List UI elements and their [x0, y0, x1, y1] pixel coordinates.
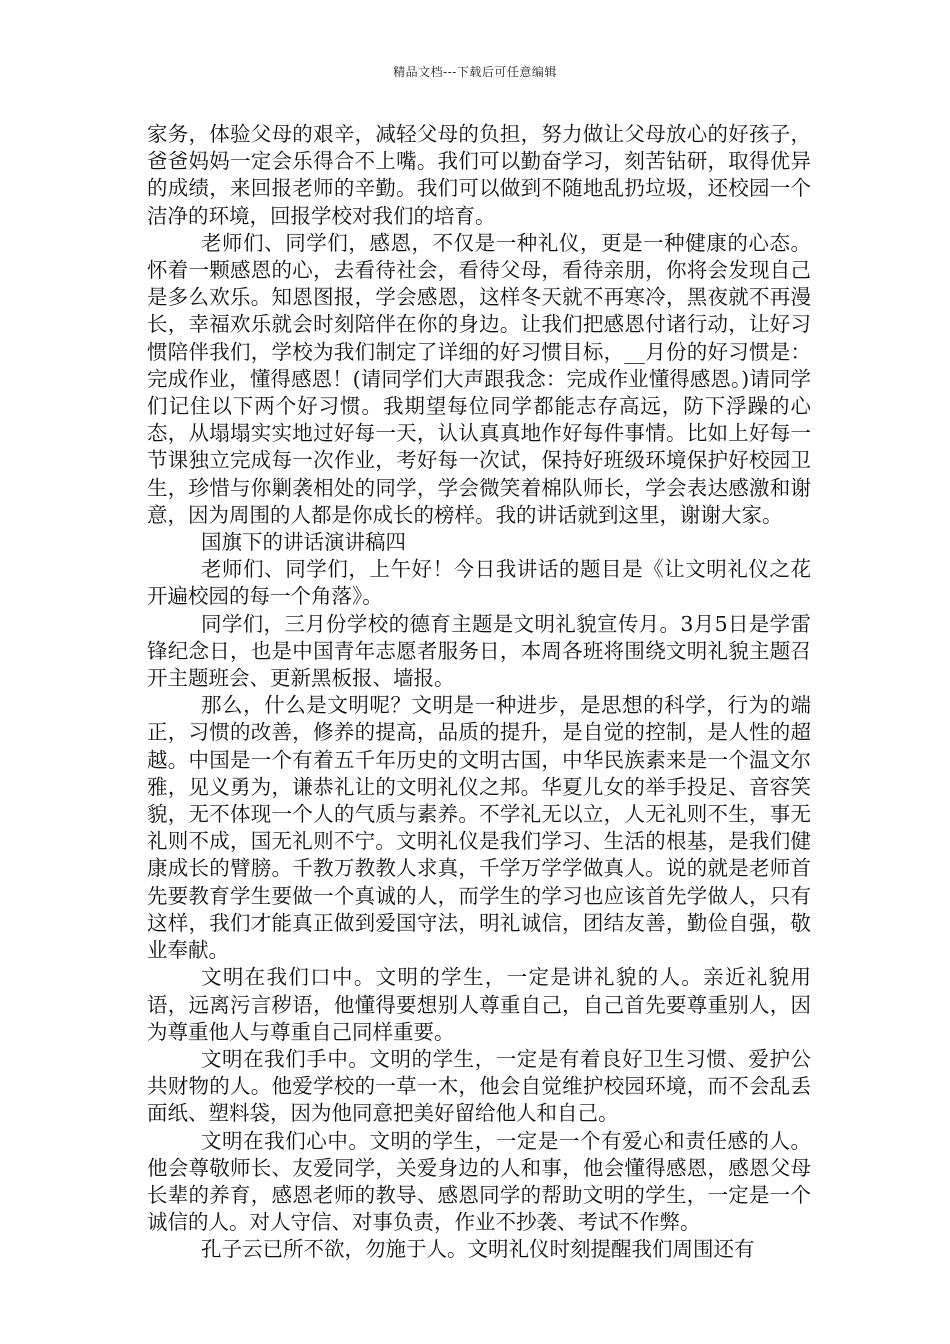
paragraph-civility-heart: 文明在我们心中。文明的学生，一定是一个有爱心和责任感的人。他会尊敬师长、友爱同学，关爱身边的人和事，他会懂得感恩，感恩父母长辈的养育，感恩老师的教导、感恩同学的帮助文明的学生，一定是一个诚信的人。对人守信、对事负责，作业不抄袭、考试不作弊。 — [147, 1128, 811, 1235]
paragraph-what-is-civility: 那么，什么是文明呢？文明是一种进步，是思想的科学，行为的端正，习惯的改善，修养的提高，品质的提升，是自觉的控制，是人性的超越。中国是一个有着五千年历史的文明古国，中华民族素来是一个温文尔雅，见义勇为，谦恭礼让的文明礼仪之邦。华夏儿女的举手投足、音容笑貌，无不体现一个人的气质与素养。不学礼无以立，人无礼则不生，事无礼则不成，国无礼则不宁。文明礼仪是我们学习、生活的根基，是我们健康成长的臂膀。千教万教教人求真，千学万学学做真人。说的就是老师首先要教育学生要做一个真诚的人，而学生的学习也应该首先学做人，只有这样，我们才能真正做到爱国守法，明礼诚信，团结友善，勤俭自强，敬业奉献。 — [147, 693, 811, 963]
paragraph-gratitude: 老师们、同学们，感恩，不仅是一种礼仪，更是一种健康的心态。怀着一颗感恩的心，去看待社会，看待父母，看待亲朋，你将会发现自己是多么欢乐。知恩图报，学会感恩，这样冬天就不再寒冷，黑夜就不再漫长，幸福欢乐就会时刻陪伴在你的身边。让我们把感恩付诸行动，让好习惯陪伴我们，学校为我们制定了详细的好习惯目标，__月份的好习惯是：完成作业，懂得感恩！(请同学们大声跟我念：完成作业懂得感恩。)请同学们记住以下两个好习惯。我期望每位同学都能志存高远，防下浮躁的心态，从塌塌实实地过好每一天，认认真真地作好每件事情。比如上好每一节课独立完成每一次作业，考好每一次试，保持好班级环境保护好校园卫生，珍惜与你剿袭相处的同学，学会微笑着棉队师长，学会表达感激和谢意，因为周围的人都是你成长的榜样。我的讲话就到这里，谢谢大家。 — [147, 230, 811, 527]
section-heading: 国旗下的讲话演讲稿四 — [201, 530, 406, 555]
document-body — [147, 121, 811, 1264]
paragraph-march-theme: 同学们，三月份学校的德育主题是文明礼貌宣传月。3月5日是学雷锋纪念日，也是中国青年志愿者服务日，本周各班将围绕文明礼貌主题召开主题班会、更新黑板报、墙报。 — [147, 611, 811, 691]
paragraph-continuation: 家务，体验父母的艰辛，减轻父母的负担，努力做让父母放心的好孩子，爸爸妈妈一定会乐得合不上嘴。我们可以勤奋学习，刻苦钻研，取得优异的成绩，来回报老师的辛勤。我们可以做到不随地乱扔垃圾，还校园一个洁净的环境，回报学校对我们的培育。 — [147, 122, 811, 228]
paragraph-greeting: 老师们、同学们，上午好！今日我讲话的题目是《让文明礼仪之花开遍校园的每一个角落》。 — [147, 557, 811, 609]
paragraph-civility-mouth: 文明在我们口中。文明的学生，一定是讲礼貌的人。亲近礼貌用语，远离污言秽语，他懂得要想别人尊重自己，自己首先要尊重别人，因为尊重他人与尊重自己同样重要。 — [147, 965, 811, 1044]
paragraph-civility-hands: 文明在我们手中。文明的学生，一定是有着良好卫生习惯、爱护公共财物的人。他爱学校的一草一木，他会自觉维护校园环境，而不会乱丢面纸、塑料袋，因为他同意把美好留给他人和自己。 — [147, 1046, 811, 1126]
paragraph-confucius: 孔子云已所不欲，勿施于人。文明礼仪时刻提醒我们周围还有 — [201, 1237, 755, 1262]
page-header: 精品文档---下载后可任意编辑 — [393, 65, 557, 79]
